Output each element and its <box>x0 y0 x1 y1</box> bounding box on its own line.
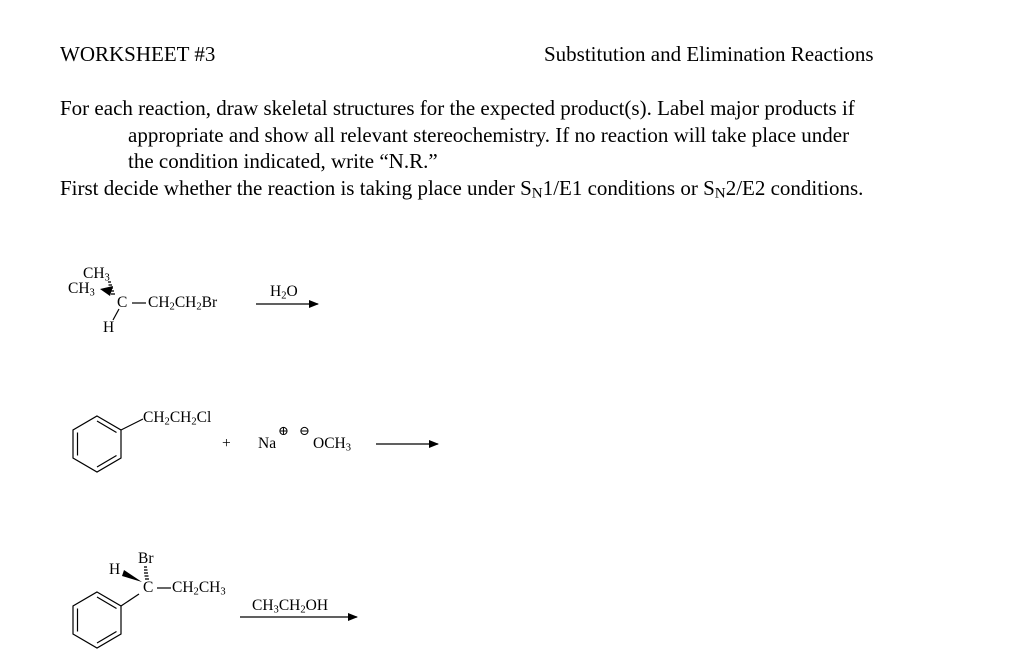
instructions-line-3: the condition indicated, write “N.R.” <box>128 149 438 173</box>
worksheet-subtitle: Substitution and Elimination Reactions <box>544 42 874 66</box>
negative-charge-icon: ⊖ <box>299 423 310 438</box>
reaction-3-central-carbon: C <box>143 579 154 596</box>
reaction-1-chain: $CH_2CH_2Br$ <box>148 294 218 313</box>
reaction-3-hydrogen: H <box>109 561 121 578</box>
positive-charge-icon: ⊕ <box>278 423 289 438</box>
sodium-cation: Na <box>258 435 277 452</box>
reaction-2-benzene-ring <box>73 416 143 472</box>
instructions-line-2: appropriate and show all relevant stereochemistry. If no reaction will take place under <box>128 122 850 147</box>
reaction-3-bromine: Br <box>138 550 154 567</box>
reaction-1-reagent: $H_2O$ <box>270 283 298 302</box>
instructions-line-4: First decide whether the reaction is taking place under SN1/E1 conditions or SN2/E2 conditions. <box>60 175 864 201</box>
reaction-1-hydrogen: H <box>103 319 115 336</box>
instructions-line-1: For each reaction, draw skeletal structures for the expected product(s). Label major products if <box>60 96 855 120</box>
plus-sign: + <box>222 435 231 452</box>
reaction-1-top-methyl: $CH_3$ <box>83 265 110 284</box>
reaction-3-reagent: $CH_3CH_2OH$ <box>252 597 329 616</box>
reaction-2-chain: $CH_2CH_2Cl$ <box>143 409 212 428</box>
reaction-1-left-methyl: $CH_3$ <box>68 280 95 299</box>
wedge-bond <box>122 570 142 582</box>
reaction-3-benzene-ring <box>73 592 139 648</box>
reaction-1-central-carbon: C <box>117 294 128 311</box>
worksheet-title: WORKSHEET #3 <box>60 42 216 66</box>
reaction-3-chain: $CH_2CH_3$ <box>172 579 226 598</box>
methoxide-anion: $OCH_3$ <box>313 435 351 454</box>
hashed-bond <box>144 567 149 579</box>
